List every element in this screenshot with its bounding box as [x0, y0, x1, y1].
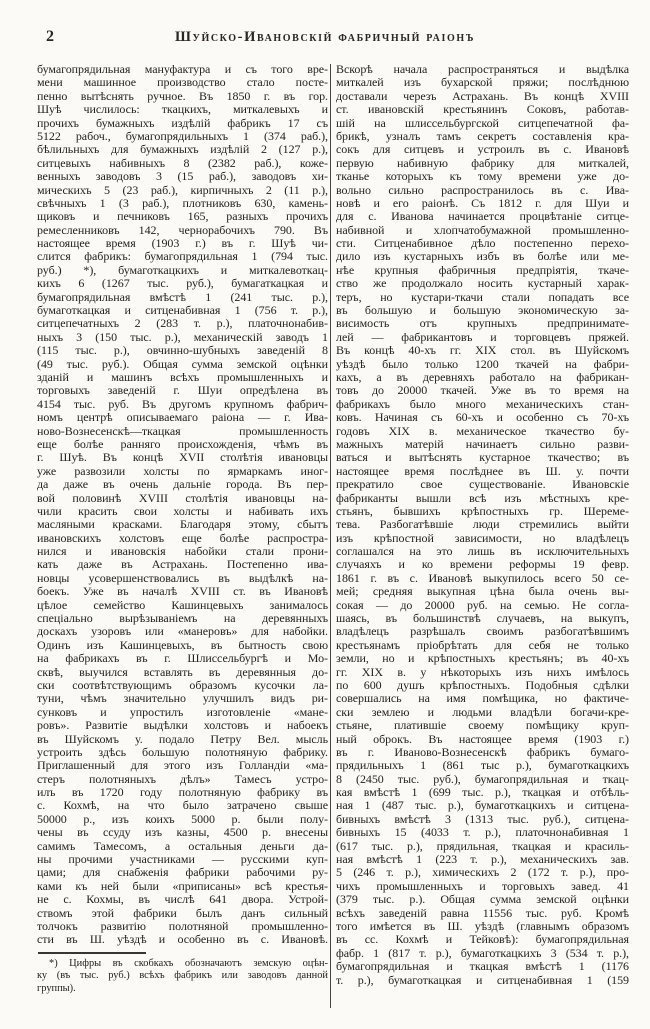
text-line: г. Шуѣ. Въ концѣ XVII столѣтія ивановцы — [37, 451, 328, 465]
text-line: сквѣ, выучился вставлять въ деревянныя до- — [37, 665, 328, 679]
text-line: ивановскихъ холстовъ еще болѣе распростра- — [37, 531, 328, 545]
text-line: (379 тыс. р.). Общая сумма земской оцѣнки — [336, 893, 629, 907]
text-line: лей — фабрикантовъ и торговцевъ пряжей. — [336, 330, 629, 344]
text-line: чены въ ссуду изъ казны, 4500 р. внесены — [37, 826, 328, 840]
text-line: дило изъ кустарныхъ избъ въ болѣе или ме- — [336, 250, 629, 264]
text-line: группы). — [37, 982, 76, 994]
text-line: 4154 тыс. руб. Въ другомъ крупномъ фабрич- — [37, 397, 328, 411]
text-line: ситцепечатныхъ 2 (283 т. р.), платочнонабив- — [37, 317, 328, 331]
text-line: гг. XIX в. у нѣкоторыхъ изъ нихъ имѣлось — [336, 665, 629, 679]
text-line: (115 тыс. р.), овчинно-шубныхъ заведеній 8 — [37, 344, 328, 358]
text-line: зданій и машинъ всѣхъ промышленныхъ и — [37, 370, 328, 384]
text-line: крестьянамъ пріобрѣтать для себя не только — [336, 638, 629, 652]
text-line: въ сс. Кохмѣ и Тейковѣ): бумагопрядильная — [336, 933, 629, 947]
text-line: прекратило свое существованіе. Ивановскіе — [336, 478, 629, 492]
page-number: 2 — [46, 28, 54, 45]
text-line: доставали черезъ Астрахань. Въ концѣ XVIII — [336, 89, 629, 103]
text-line: набивной и хлопчатобумажной промышленно- — [336, 223, 629, 237]
text-line: кать даже въ Астрахань. Постепенно ива- — [37, 558, 328, 572]
text-line: соглашался на это лишь въ исключительныхъ — [336, 545, 629, 559]
text-line: того имѣется въ Ш. уѣздѣ (главнымъ образомъ — [336, 920, 629, 933]
text-line: мажныхъ матерій начинаетъ сильно разви- — [336, 437, 629, 451]
text-line: (617 тыс. р.), прядильная, ткацкая и красиль- — [336, 839, 629, 853]
text-line: (49 тыс. руб.). Общая сумма земской оцѣнки — [37, 357, 328, 371]
text-line: сти въ Ш. уѣздѣ и особенно въ с. Ивановѣ. — [37, 933, 328, 947]
text-line: бивныхъ вмѣстѣ 3 (1313 тыс. руб.), ситцена- — [336, 812, 629, 826]
text-line: шій на шлиссельбургской ситцепечатной фа- — [336, 116, 629, 130]
text-line: висимость отъ крупныхъ предпринимате- — [336, 317, 629, 331]
text-line: новцы усовершенствовались въ выдѣлкѣ на- — [37, 571, 328, 585]
text-line: спеціально вырѣзываніемъ на деревянныхъ — [37, 612, 328, 626]
text-line: на фабрикахъ въ г. Шлиссельбургѣ и Мо- — [37, 652, 328, 666]
text-line: фабриканты вышли всѣ изъ мѣстныхъ кре- — [336, 491, 629, 505]
text-line: бумагопрядильная вмѣстѣ 1 (241 тыс. р.), — [37, 290, 328, 304]
running-title: Шуйско-Ивановскій фабричный раіонъ — [175, 29, 475, 45]
text-line: ная вмѣстѣ 1 (223 т. р.), механическихъ зав. — [336, 853, 629, 867]
text-line: Одинъ изъ Кашинцевыхъ, въ бытность свою — [37, 638, 328, 652]
text-line: ковъ. Начиная съ 60-хъ и особенно съ 70-хъ — [336, 411, 629, 425]
text-line: стьяне, платившіе своему помѣщику круп- — [336, 719, 629, 733]
text-line: 8 (2450 тыс. руб.), бумагопрядильная и ткац- — [336, 772, 629, 786]
text-line: вольно сильно распространилось въ с. Ива- — [336, 183, 629, 197]
left-text-column — [37, 63, 328, 947]
text-line: Шуѣ числилось: ткацкихъ, миткалевыхъ и — [37, 103, 328, 117]
text-line: ст. ивановскій крестьянинъ Соковъ, работав- — [336, 103, 629, 117]
text-line: еще болѣе ранняго происхожденія, чѣмъ въ — [37, 437, 328, 451]
text-line: щиковъ и печниковъ 165, разныхъ прочихъ — [37, 210, 328, 224]
text-line: с. Кохмѣ, на что было затрачено свыше — [37, 799, 328, 813]
text-line: 1861 г. въ с. Ивановѣ выкупилось всего 50 се- — [336, 571, 629, 585]
text-line: ситцевыхъ набивныхъ 8 (2382 раб.), коже- — [37, 156, 328, 170]
text-line: брикѣ, узналъ тамъ секретъ составленія кра- — [336, 129, 629, 143]
right-text-column — [336, 63, 629, 987]
text-line: годовъ XIX в. механическое ткачество бу- — [336, 424, 629, 438]
text-line: толчокъ развитію полотняной промышленно- — [37, 920, 328, 933]
text-line: ство же продолжало носить кустарный харак- — [336, 277, 629, 291]
footnote — [37, 958, 328, 995]
text-line: уже развозили холсты по ярмаркамъ иног- — [37, 464, 328, 478]
text-line: ровъ». Развитіе выдѣлки холстовъ и набоекъ — [37, 719, 328, 733]
text-line: стеръ полотняныхъ дѣлъ» Тамесъ устро- — [37, 772, 328, 786]
text-line: товъ до 20000 ткачей. Уже въ то время на — [336, 384, 629, 398]
text-line: цами; для снабженія фабрики рабочими ру- — [37, 866, 328, 880]
text-line: тева. Разбогатѣвшіе люди стремились выйти — [336, 518, 629, 532]
text-line: бивныхъ 15 (4033 т. р.), платочнонабивная 1 — [336, 826, 629, 840]
text-line: 50000 р., изъ коихъ 5000 р. были полу- — [37, 812, 328, 826]
text-line: нился и ивановскія набойки стали прони- — [37, 545, 328, 559]
text-line: изъ крѣпостной зависимости, но владѣлецъ — [336, 531, 629, 545]
text-line: кахъ, а въ деревняхъ работало на фабрикан- — [336, 370, 629, 384]
text-line: мическихъ 5 (23 раб.), кирпичныхъ 2 (11 р.), — [37, 183, 328, 197]
text-line: масляными красками. Благодаря этому, сбытъ — [37, 518, 328, 532]
text-line: кихъ 6 (1267 тыс. руб.), бумагаткацкая и — [37, 277, 328, 291]
text-line: боекъ. Уже въ началѣ XVIII ст. въ Ивановѣ — [37, 585, 328, 599]
text-line: чили красить свои холсты и набивать ихъ — [37, 504, 328, 518]
text-line: ствомъ этой фабрики былъ данъ сильный — [37, 906, 328, 920]
text-line: ново-Вознесенскѣ—ткацкая промышленность — [37, 424, 328, 438]
text-line: цѣлое семейство Кашинцевыхъ занималось — [37, 598, 328, 612]
text-line: туни, чѣмъ значительно улучшилъ видъ ри- — [37, 692, 328, 706]
text-line: всѣхъ заведеній равна 11556 тыс. руб. Кромѣ — [336, 906, 629, 920]
text-line: руб.) *), бумаготкацкихъ и миткалевоткац- — [37, 263, 328, 277]
text-line: слится фабрикъ: бумагопрядильная 1 (794 тыс. — [37, 250, 328, 264]
column-divider-rule — [330, 64, 331, 1008]
text-line: доскахъ узоровъ или «манеровъ» для набойки. — [37, 625, 328, 639]
text-line: чихъ промышленныхъ и торговыхъ завед. 41 — [336, 879, 629, 893]
text-line: ками къ ней были «приписаны» всѣ крестья- — [37, 879, 328, 893]
text-line: миткалей изъ бухарской пряжи; послѣднюю — [336, 76, 629, 90]
text-line: ваться и вытѣснять кустарное ткачество; въ — [336, 451, 629, 465]
text-line: по 600 душъ крѣпостныхъ. Подобныя сдѣлки — [336, 678, 629, 692]
text-line: прядильныхъ 1 (861 тыс р.), бумаготкацкихъ — [336, 759, 629, 773]
text-line: не с. Кохмы, въ числѣ 641 двора. Устрой- — [37, 893, 328, 907]
text-line: случаяхъ и ко времени реформы 19 февр. — [336, 558, 629, 572]
text-line: самимъ Тамесомъ, а остальныя деньги да- — [37, 839, 328, 853]
text-line: бѣлильныхъ для бумажныхъ издѣлій 2 (127 р.), — [37, 143, 328, 157]
text-line: настоящее время послѣднее въ Ш. у. почти — [336, 464, 629, 478]
text-line: да даже въ очень дальніе города. Въ пер- — [37, 478, 328, 492]
text-line: сокая — до 20000 руб. на семью. Не согла- — [336, 598, 629, 612]
text-line: уѣздѣ было только 1200 ткачей на фабри- — [336, 357, 629, 371]
text-line: настоящее время (1903 г.) въ г. Шуѣ чи- — [37, 237, 328, 251]
text-line: торговыхъ заведеній г. Шуи опредѣлена въ — [37, 384, 328, 398]
text-line: въ большую и большую экономическую за- — [336, 304, 629, 318]
text-line: 5122 рабоч., бумагопрядильныхъ 1 (374 раб.), — [37, 129, 328, 143]
text-line: владѣлецъ разрѣшалъ своимъ разбогатѣвшимъ — [336, 625, 629, 639]
text-line: мей; средняя выкупная цѣна была очень вы- — [336, 585, 629, 599]
text-line: нѣе крупныя фабричныя предпріятія, ткаче- — [336, 263, 629, 277]
text-line: сунковъ и упростилъ изготовленіе «мане- — [37, 705, 328, 719]
text-line: въ г. Иваново-Вознесенскѣ фабрикъ бумаго- — [336, 745, 629, 759]
text-line: устроить здѣсь большую полотняную фабрику. — [37, 745, 328, 759]
text-line: т. р.), бумаготкацкая и ситценабивная 1 (159 — [336, 973, 629, 987]
text-line: фабрикахъ было много механическихъ стан- — [336, 397, 629, 411]
text-line: 5 (246 т. р.), химическихъ 2 (172 т. р.), про- — [336, 866, 629, 880]
text-line: бумагопрядильная мануфактура и съ того вре- — [37, 63, 328, 76]
text-line: прочихъ бумажныхъ издѣлій фабрикъ 17 съ — [37, 116, 328, 130]
text-line: сокъ для ситцевъ и устроилъ въ с. Ивановѣ — [336, 143, 629, 157]
text-line: стьянъ, бывшихъ крѣпостныхъ гр. Шереме- — [336, 504, 629, 518]
text-line: Вскорѣ начала распространяться и выдѣлка — [336, 63, 629, 76]
text-line: пенно вытѣснять ручное. Въ 1850 г. въ гор. — [37, 89, 328, 103]
text-line: ная 1 (487 тыс. р.), бумаготкацкихъ и ситцена- — [336, 799, 629, 813]
text-line: ныхъ 3 (150 тыс. р.), механическій заводъ 1 — [37, 330, 328, 344]
text-line: совершались на имя помѣщика, но фактиче- — [336, 692, 629, 706]
text-line: ный оброкъ. Въ настоящее время (1903 г.) — [336, 732, 629, 746]
footnote-separator-rule — [38, 952, 146, 954]
text-line: новѣ и его раіонѣ. Съ 1812 г. для Шуи и — [336, 196, 629, 210]
text-line: теръ, но кустари-ткачи стали попадать все — [336, 290, 629, 304]
text-line: номъ центрѣ описываемаго раіона — г. Ива- — [37, 411, 328, 425]
text-line: Въ концѣ 40-хъ гг. XIX стол. въ Шуйскомъ — [336, 344, 629, 358]
text-line: венныхъ заводовъ 3 (15 раб.), заводовъ хи- — [37, 170, 328, 184]
text-line: бумаготкацкая и ситценабивная 1 (756 т. р.), — [37, 304, 328, 318]
text-line: шаясь, въ большинствѣ случаевъ, на выкупъ, — [336, 612, 629, 626]
text-line: фабр. 1 (817 т. р.), бумаготкацкихъ 3 (534 т. р.), — [336, 946, 629, 960]
text-line: ски соотвѣтствующимъ образомъ кусочки ла- — [37, 678, 328, 692]
text-line: илъ въ 1720 году полотняную фабрику въ — [37, 786, 328, 800]
text-line: свѣчныхъ 1 (3 раб.), плотниковъ 630, камень- — [37, 196, 328, 210]
text-line: бумагопрядильная и ткацкая вмѣстѣ 1 (1176 — [336, 960, 629, 974]
text-line: земли, но и крѣпостныхъ крестьянъ; въ 40-хъ — [336, 652, 629, 666]
text-line: кая вмѣстѣ 1 (699 тыс. р.), ткацкая и отбѣль- — [336, 786, 629, 800]
text-line: въ Шуйскомъ у. подало Петру Вел. мысль — [37, 732, 328, 746]
text-line: Приглашенный для этого изъ Голландіи «ма- — [37, 759, 328, 773]
text-line: мени машинное производство стало посте- — [37, 76, 328, 90]
text-line: ски землею и людьми владѣли богачи-кре- — [336, 705, 629, 719]
text-line: ремесленниковъ 142, чернорабочихъ 790. Въ — [37, 223, 328, 237]
text-line: ны прочими участниками — русскими куп- — [37, 853, 328, 867]
text-line: для с. Иванова начинается процвѣтаніе ситце- — [336, 210, 629, 224]
text-line: первую набивную фабрику для миткалей, — [336, 156, 629, 170]
text-line: ку (въ тыс. руб.) всѣхъ фабрикъ или заводовъ данной — [37, 970, 328, 982]
text-line: тканье которыхъ къ тому времени уже до- — [336, 170, 629, 184]
text-line: *) Цифры въ скобкахъ обозначаютъ земскую оцѣн- — [49, 958, 328, 969]
text-line: сти. Ситценабивное дѣло постепенно перехо- — [336, 237, 629, 251]
text-line: вой половинѣ XVIII столѣтія ивановцы на- — [37, 491, 328, 505]
